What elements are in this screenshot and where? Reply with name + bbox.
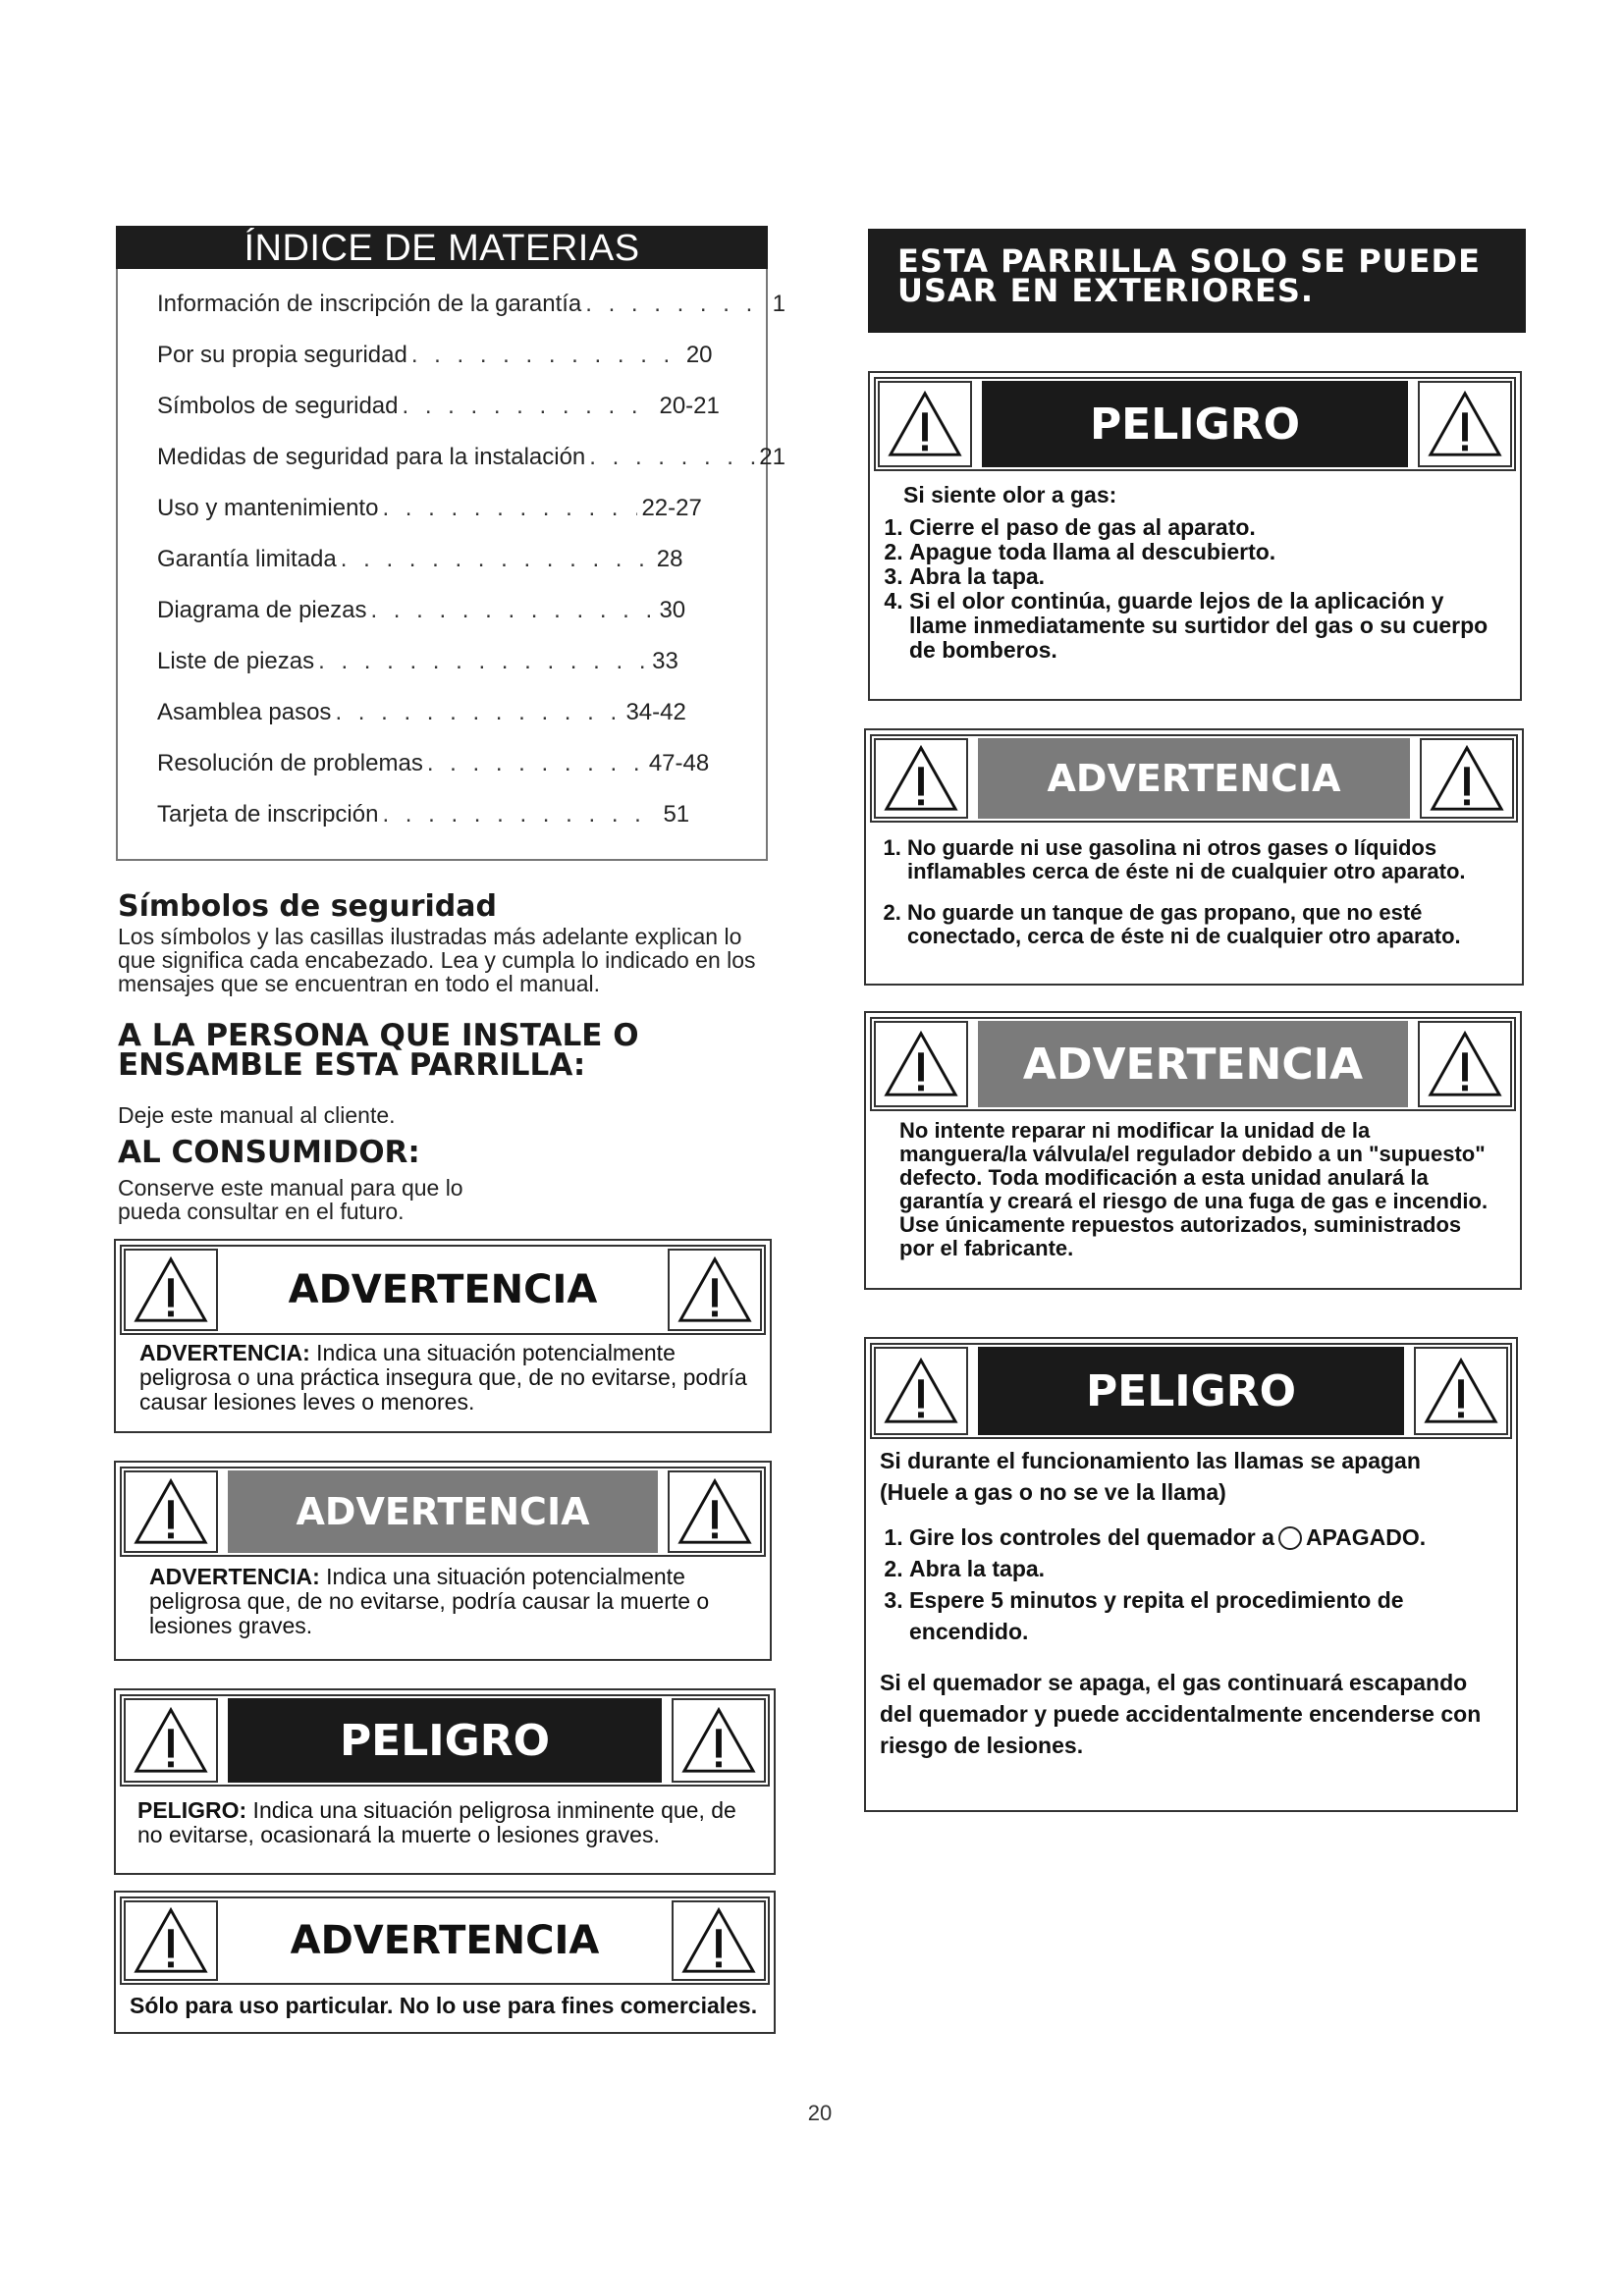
outdoor-use-banner [868,229,1526,333]
off-position-icon [1278,1526,1302,1550]
warning-triangle-icon [1414,1347,1508,1435]
warning-box-storage [864,728,1524,986]
warning-header [120,1896,770,1985]
warning-triangle-icon [668,1249,762,1331]
warning-label: PELIGRO [978,1347,1404,1435]
warning-header [120,1694,770,1787]
warning-text: PELIGRO: Indica una situación peligrosa inminente que, de no evitarse, ocasionará la muerte o lesiones graves. [137,1797,736,1847]
warning-header [870,1343,1512,1439]
banner-line: USAR EN EXTERIORES. [897,272,1315,309]
consumer-text: Conserve este manual para que lo pueda consultar en el futuro. [118,1175,463,1224]
warning-box-danger [114,1688,776,1875]
warning-triangle-icon [1420,738,1514,819]
toc-entry[interactable]: Tarjeta de inscripción . . . 51 [157,801,785,836]
toc-entry[interactable]: Resolución de problemas . . . 47-48 [157,750,785,785]
warning-triangle-icon [874,738,968,819]
warning-header [874,377,1516,471]
warning-triangle-icon [672,1698,766,1783]
table-of-contents [116,226,785,861]
warning-triangle-icon [874,1347,968,1435]
warning-header [120,1467,766,1557]
toc-entry[interactable]: Garantía limitada . . . 28 [157,546,785,581]
banner-line: ESTA PARRILLA SOLO SE PUEDE [897,242,1481,280]
toc-entry[interactable]: Por su propia seguridad . . . 20 [157,342,785,377]
warning-header [870,1017,1516,1111]
toc-title: ÍNDICE DE MATERIAS [116,226,768,269]
warning-triangle-icon [878,381,972,467]
installer-text: Deje este manual al cliente. [118,1102,396,1128]
warning-text: ADVERTENCIA: Indica una situación potencialmente peligrosa o una práctica insegura que, de no evitarse, podría causar lesiones leves o menores. [139,1340,747,1415]
warning-label: ADVERTENCIA [228,1900,662,1981]
toc-entry[interactable]: Liste de piezas . . . 33 [157,648,785,683]
toc-entry[interactable]: Símbolos de seguridad . . . 20-21 [157,393,785,428]
warning-label: ADVERTENCIA [228,1249,658,1331]
warning-label: ADVERTENCIA [978,738,1410,819]
warning-triangle-icon [1418,1021,1512,1107]
warning-triangle-icon [672,1900,766,1981]
warning-header [870,734,1518,823]
installer-heading: A LA PERSONA QUE INSTALE O ENSAMBLE ESTA PARRILLA: [118,1018,639,1083]
warning-triangle-icon [1418,381,1512,467]
step-off: 1. Gire los controles del quemador a APAGADO. [909,1522,1502,1553]
warning-triangle-icon [668,1470,762,1553]
danger-box-gas-smell [868,371,1522,701]
warning-triangle-icon [124,1698,218,1783]
warning-text: Si siente olor a gas: 1. Cierre el paso de gas al aparato. 2. Apague toda llama al descubierto. 3. Abra la tapa. 4. Si el olor continúa, guarde lejos de la aplicación y llame inmediatamente su surtidor del gas o su cuerpo de bomberos. [903,483,1502,663]
safety-symbols-heading: Símbolos de seguridad [118,889,498,924]
warning-triangle-icon [124,1470,218,1553]
warning-label: ADVERTENCIA [978,1021,1408,1107]
danger-box-flameout [864,1337,1518,1812]
warning-text: ADVERTENCIA: Indica una situación potencialmente peligrosa que, de no evitarse, podría causar la muerte o lesiones graves. [149,1564,710,1638]
warning-label: PELIGRO [982,381,1408,467]
toc-entry[interactable]: Diagrama de piezas . . . 30 [157,597,785,632]
warning-box-repair [864,1011,1522,1290]
warning-box-residential-use [114,1891,776,2034]
warning-text: 1. No guarde ni use gasolina ni otros gases o líquidos inflamables cerca de éste ni de cualquier otro aparato. 2. No guarde un tanque de gas propano, que no esté conectado, cerca de éste ni de cualquier otro aparato. [878,836,1516,948]
warning-label: PELIGRO [228,1698,662,1783]
toc-entry[interactable]: Uso y mantenimiento . . . 22-27 [157,495,785,530]
warning-triangle-icon [874,1021,968,1107]
page-number: 20 [807,2101,833,2125]
warning-text: No intente reparar ni modificar la unidad de la manguera/la válvula/el regulador debido a un "supuesto" defecto. Toda modificación a esta unidad anulará la garantía y creará el riesgo de una fuga de gas e incendio. Use únicamente repuestos autorizados, suministrados por el fabricante. [899,1118,1489,1260]
warning-text: Sólo para uso particular. No lo use para fines comerciales. [130,1993,758,2018]
warning-triangle-icon [124,1249,218,1331]
warning-text: Si durante el funcionamiento las llamas se apagan (Huele a gas o no se ve la llama) 1. Gire los controles del quemador a APAGADO. 2. Abra la tapa. 3. Espere 5 minutos y repita el procedimiento de encendido. Si el quemador se apaga, el gas continuará escapando del quemador y puede accidentalmente encenderse con riesgo de lesiones. [880,1445,1502,1761]
warning-header [120,1245,766,1335]
toc-entry[interactable]: Información de inscripción de la garantía . . . 1 [157,291,785,326]
warning-label: ADVERTENCIA [228,1470,658,1553]
warning-triangle-icon [124,1900,218,1981]
warning-box-warning [114,1461,772,1661]
toc-entry[interactable]: Asamblea pasos . . . 34-42 [157,699,785,734]
safety-symbols-text: Los símbolos y las casillas ilustradas más adelante explican lo que significa cada encabezado. Lea y cumpla lo indicado en los mensajes que se encuentran en todo el manual. [118,924,756,996]
toc-entry[interactable]: Medidas de seguridad para la instalación . . . 21 [157,444,785,479]
consumer-heading: AL CONSUMIDOR: [118,1135,420,1170]
warning-box-caution [114,1239,772,1433]
